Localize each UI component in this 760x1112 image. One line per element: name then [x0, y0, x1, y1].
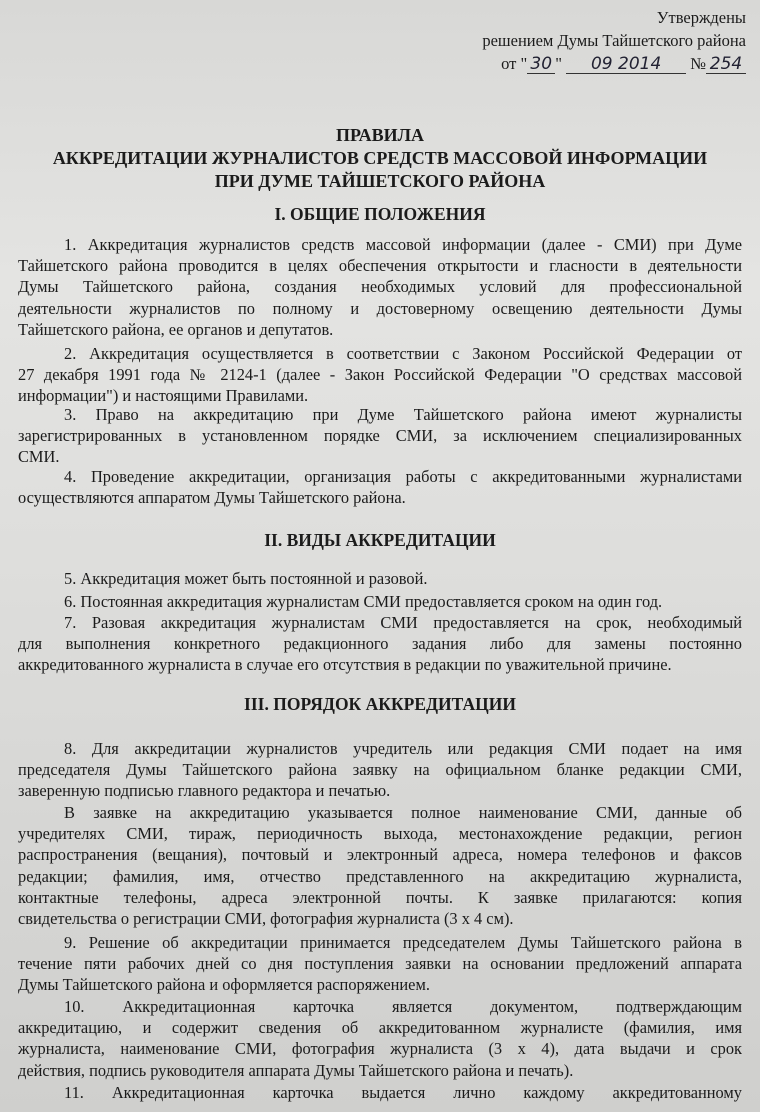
approval-number: 254: [706, 55, 746, 74]
p2-line-1: 2. Аккредитация осуществляется в соответствии с Законом Российской Федерации от: [64, 344, 742, 363]
paragraph-8b: [18, 802, 742, 929]
p8b-line-1: В заявке на аккредитацию указывается полное наименование СМИ, данные об: [64, 803, 742, 822]
date-prefix: от ": [501, 54, 528, 73]
p3-line-1: 3. Право на аккредитацию при Думе Тайшетского района имеют журналисты: [64, 405, 742, 424]
p9-line-3: Думы Тайшетского района и оформляется распоряжением.: [18, 975, 430, 995]
p7-line-2: для выполнения конкретного редакционного задания либо для замены постоянно: [18, 634, 742, 654]
p10-line-4: действия, подпись руководителя аппарата Думы Тайшетского района и печать).: [18, 1060, 574, 1080]
approval-date-line: [482, 52, 746, 75]
p8-line-2: председателя Думы Тайшетского района заявку на официальном бланке редакции СМИ,: [18, 760, 742, 780]
title-line-1: ПРАВИЛА: [335, 125, 425, 145]
p4-line-2: осуществляются аппаратом Думы Тайшетского района.: [18, 488, 406, 508]
number-label: №: [690, 54, 706, 73]
p8b-line-3: распространения (вещания), почтовый и электронный адреса, номера телефонов и факсов: [18, 845, 742, 865]
paragraph-8: [18, 738, 742, 802]
p8-line-1: 8. Для аккредитации журналистов учредитель или редакция СМИ подает на имя: [64, 739, 742, 758]
p1-line-4: деятельности журналистов по полному и достоверному освещению деятельности Думы: [18, 298, 742, 318]
p8b-line-6: свидетельства о регистрации СМИ, фотография журналиста (3 х 4 см).: [18, 909, 514, 929]
p8-line-3: заверенную подписью главного редактора и печатью.: [18, 781, 391, 801]
paragraph-11: [18, 1082, 742, 1103]
title-line-2: АККРЕДИТАЦИИ ЖУРНАЛИСТОВ СРЕДСТВ МАССОВОЙ ИНФОРМАЦИИ: [52, 148, 708, 168]
p1-line-5: Тайшетского района, ее органов и депутатов.: [18, 319, 334, 339]
date-quote: ": [555, 54, 562, 73]
p1-line-1: 1. Аккредитация журналистов средств массовой информации (далее - СМИ) при Думе: [64, 235, 742, 254]
approval-stamp: [482, 6, 746, 75]
section-1-heading: I. ОБЩИЕ ПОЛОЖЕНИЯ: [274, 204, 486, 224]
paragraph-10: [18, 996, 742, 1081]
p8b-line-4: редакции; фамилия, имя, отчество представленного на аккредитацию журналиста,: [18, 866, 742, 886]
paragraph-7: [18, 612, 742, 676]
paragraph-9: [18, 932, 742, 996]
p10-line-2: аккредитацию, и содержит сведения об аккредитованном журналисте (фамилия, имя: [18, 1018, 742, 1038]
approval-line-2: решением Думы Тайшетского района: [482, 31, 746, 50]
p3-line-3: СМИ.: [18, 447, 60, 467]
p10-line-3: журналиста, наименование СМИ, фотография журналиста (3 х 4), дата выдачи и срок: [18, 1039, 742, 1059]
p4-line-1: 4. Проведение аккредитации, организация работы с аккредитованными журналистами: [64, 467, 742, 486]
p3-line-2: зарегистрированных в установленном порядке СМИ, за исключением специализированных: [18, 426, 742, 446]
p2-line-3: информации") и настоящими Правилами.: [18, 386, 309, 406]
section-2-heading: II. ВИДЫ АККРЕДИТАЦИИ: [264, 530, 496, 550]
title-line-3: ПРИ ДУМЕ ТАЙШЕТСКОГО РАЙОНА: [214, 171, 546, 191]
p7-line-3: аккредитованного журналиста в случае его отсутствия в редакции по уважительной причине.: [18, 655, 672, 675]
p8b-line-2: учредителях СМИ, тираж, периодичность выхода, местонахождение редакции, регион: [18, 824, 742, 844]
p9-line-2: течение пяти рабочих дней со дня поступления заявки на основании предложений аппарата: [18, 954, 742, 974]
paragraph-3: [18, 404, 742, 468]
p1-line-2: Тайшетского района проводится в целях обеспечения открытости и гласности в деятельности: [18, 256, 742, 276]
p8b-line-5: контактные телефоны, адреса электронной почты. К заявке прилагаются: копия: [18, 887, 742, 907]
paragraph-2: [18, 343, 742, 407]
p9-line-1: 9. Решение об аккредитации принимается председателем Думы Тайшетского района в: [64, 933, 742, 952]
paragraph-5: [18, 568, 742, 589]
p5-line-1: 5. Аккредитация может быть постоянной и разовой.: [64, 569, 428, 588]
p2-line-2: 27 декабря 1991 года № 2124-1 (далее - Закон Российской Федерации "О средствах массовой: [18, 365, 742, 385]
paragraph-1: [18, 234, 742, 340]
p10-line-1: 10. Аккредитационная карточка является документом, подтверждающим: [64, 997, 742, 1016]
section-3-heading: III. ПОРЯДОК АККРЕДИТАЦИИ: [244, 694, 516, 714]
document-title: [0, 124, 760, 193]
p7-line-1: 7. Разовая аккредитация журналистам СМИ предоставляется на срок, необходимый: [64, 613, 742, 632]
approval-day: 30: [527, 55, 555, 74]
p6-line-1: 6. Постоянная аккредитация журналистам СМИ предоставляется сроком на один год.: [64, 592, 663, 611]
p1-line-3: Думы Тайшетского района, создания необходимых условий для профессиональной: [18, 277, 742, 297]
paragraph-4: [18, 466, 742, 508]
approval-month-year: 09 2014: [566, 55, 686, 74]
p11-line-1: 11. Аккредитационная карточка выдается лично каждому аккредитованному: [64, 1083, 742, 1102]
paragraph-6: [18, 591, 742, 612]
approval-line-1: Утверждены: [656, 8, 746, 27]
